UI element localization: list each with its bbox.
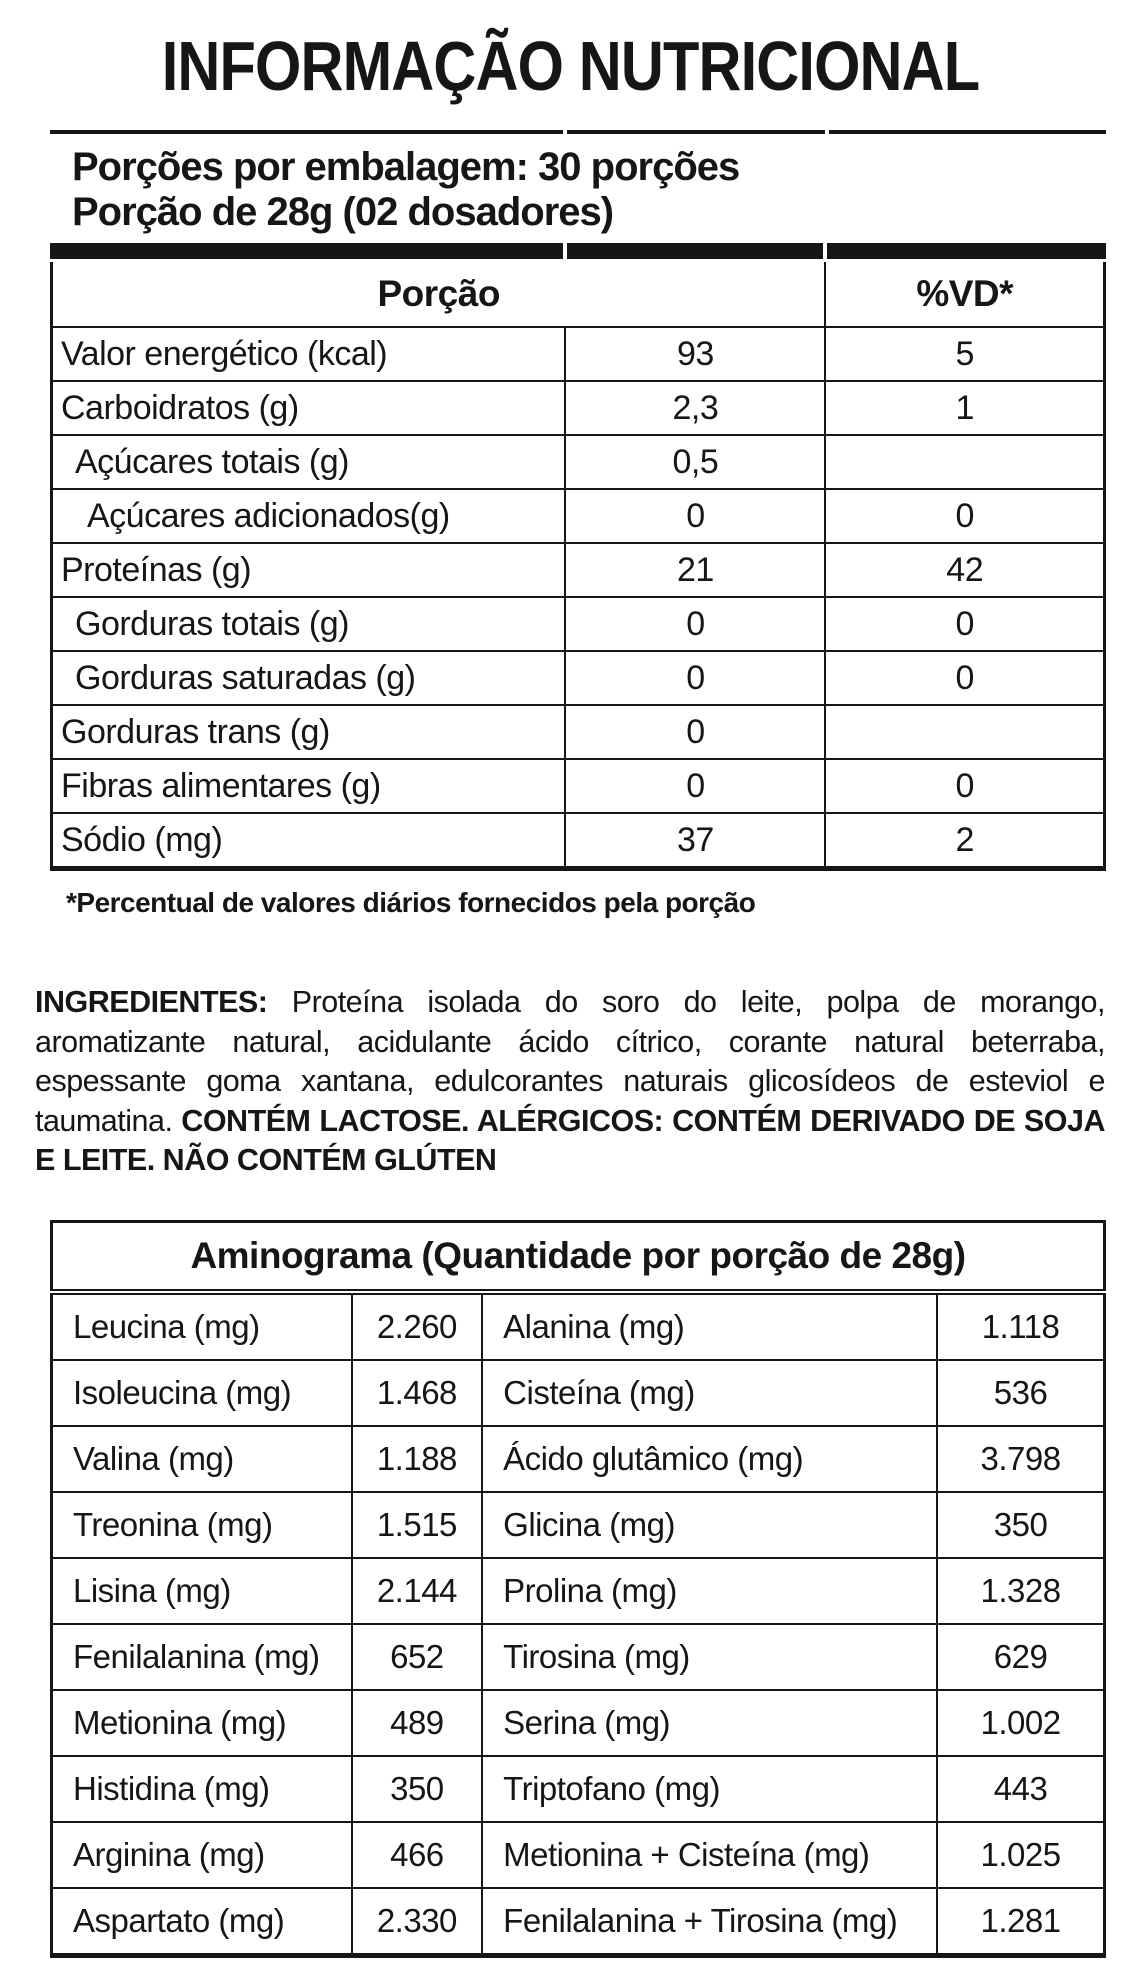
- amino-acid-value: 2.144: [352, 1558, 483, 1624]
- table-row: [52, 1756, 1105, 1822]
- aminogram-title: Aminograma (Quantidade por porção de 28g): [52, 1222, 1105, 1293]
- table-row: [52, 759, 1105, 813]
- amino-acid-value: 1.118: [937, 1292, 1104, 1360]
- table-top-bar: [52, 245, 1105, 261]
- nutrient-amount: 2,3: [565, 381, 825, 435]
- table-row: [52, 543, 1105, 597]
- nutrient-amount: 0,5: [565, 435, 825, 489]
- amino-acid-value: 629: [937, 1624, 1104, 1690]
- table-row: [52, 651, 1105, 705]
- amino-acid-name: Prolina (mg): [482, 1558, 937, 1624]
- nutrient-dv: 0: [825, 597, 1104, 651]
- table-row: [52, 1624, 1105, 1690]
- divider-segment: [50, 130, 563, 134]
- amino-acid-name: Metionina (mg): [52, 1690, 352, 1756]
- amino-acid-value: 350: [352, 1756, 483, 1822]
- nutrient-label: Proteínas (g): [52, 543, 566, 597]
- amino-acid-name: Fenilalanina (mg): [52, 1624, 352, 1690]
- nutrient-dv: 42: [825, 543, 1104, 597]
- daily-value-footnote: *Percentual de valores diários fornecidos pela porção: [66, 887, 756, 918]
- amino-acid-name: Isoleucina (mg): [52, 1360, 352, 1426]
- amino-acid-value: 1.188: [352, 1426, 483, 1492]
- amino-acid-name: Ácido glutâmico (mg): [482, 1426, 937, 1492]
- nutrient-label: Fibras alimentares (g): [52, 759, 566, 813]
- aminogram-header: [52, 1222, 1105, 1293]
- table-row: [52, 1888, 1105, 1956]
- amino-acid-name: Leucina (mg): [52, 1292, 352, 1360]
- amino-acid-value: 2.260: [352, 1292, 483, 1360]
- nutrient-label: Açúcares adicionados(g): [52, 489, 566, 543]
- amino-acid-value: 1.328: [937, 1558, 1104, 1624]
- ingredients-paragraph: [35, 983, 1105, 1208]
- table-row: [52, 381, 1105, 435]
- amino-acid-name: Metionina + Cisteína (mg): [482, 1822, 937, 1888]
- amino-acid-value: 489: [352, 1690, 483, 1756]
- table-row: [52, 705, 1105, 759]
- nutrient-dv: 5: [825, 327, 1104, 381]
- divider-segment: [829, 130, 1106, 134]
- servings-info: [72, 145, 1106, 235]
- nutrient-amount: 0: [565, 489, 825, 543]
- amino-acid-value: 1.515: [352, 1492, 483, 1558]
- nutrient-label: Açúcares totais (g): [52, 435, 566, 489]
- nutrient-amount: 37: [565, 813, 825, 869]
- amino-acid-value: 443: [937, 1756, 1104, 1822]
- amino-acid-name: Histidina (mg): [52, 1756, 352, 1822]
- divider-segment: [567, 130, 825, 134]
- nutrient-label: Sódio (mg): [52, 813, 566, 869]
- table-row: [52, 1426, 1105, 1492]
- nutrition-table-header: [52, 261, 1105, 328]
- nutrient-dv: [825, 435, 1104, 489]
- table-row: [52, 1292, 1105, 1360]
- nutrient-amount: 21: [565, 543, 825, 597]
- nutrient-label: Gorduras totais (g): [52, 597, 566, 651]
- nutrition-table: [50, 243, 1106, 871]
- table-row: [52, 813, 1105, 869]
- servings-per-package: Porções por embalagem: 30 porções: [72, 145, 740, 189]
- table-row: [52, 1558, 1105, 1624]
- amino-acid-value: 536: [937, 1360, 1104, 1426]
- amino-acid-value: 1.468: [352, 1360, 483, 1426]
- table-row: [52, 1690, 1105, 1756]
- table-top-bar-segment: [52, 245, 566, 261]
- table-top-bar-segment: [565, 245, 825, 261]
- amino-acid-name: Glicina (mg): [482, 1492, 937, 1558]
- ingredients-label: INGREDIENTES:: [35, 985, 268, 1019]
- amino-acid-value: 1.002: [937, 1690, 1104, 1756]
- amino-acid-name: Lisina (mg): [52, 1558, 352, 1624]
- amino-acid-name: Aspartato (mg): [52, 1888, 352, 1956]
- aminogram-table: [50, 1220, 1106, 1958]
- title-divider-rule: [50, 130, 1106, 134]
- amino-acid-name: Triptofano (mg): [482, 1756, 937, 1822]
- table-row: [52, 1492, 1105, 1558]
- amino-acid-name: Fenilalanina + Tirosina (mg): [482, 1888, 937, 1956]
- amino-acid-name: Arginina (mg): [52, 1822, 352, 1888]
- ingredients-text: Proteína isolada do soro do leite, polpa de morango, aromatizante natural, acidulante ácido cítrico, corante natural beterraba, espessante goma xantana, edulcorantes naturais glicosídeos de esteviol e taumatina.: [35, 985, 1105, 1138]
- table-top-bar-segment: [825, 245, 1104, 261]
- nutrient-amount: 0: [565, 705, 825, 759]
- nutrient-amount: 0: [565, 651, 825, 705]
- table-row: [52, 597, 1105, 651]
- table-row: [52, 327, 1105, 381]
- table-row: [52, 435, 1105, 489]
- column-header-dv: %VD*: [825, 261, 1104, 328]
- nutrient-dv: 2: [825, 813, 1104, 869]
- table-row: [52, 1822, 1105, 1888]
- nutrition-label-box: [50, 130, 1106, 919]
- nutrient-label: Carboidratos (g): [52, 381, 566, 435]
- amino-acid-value: 1.025: [937, 1822, 1104, 1888]
- nutrient-dv: [825, 705, 1104, 759]
- amino-acid-value: 1.281: [937, 1888, 1104, 1956]
- amino-acid-name: Tirosina (mg): [482, 1624, 937, 1690]
- amino-acid-name: Valina (mg): [52, 1426, 352, 1492]
- nutrient-dv: 0: [825, 759, 1104, 813]
- nutrient-label: Gorduras saturadas (g): [52, 651, 566, 705]
- nutrient-dv: 0: [825, 651, 1104, 705]
- amino-acid-value: 350: [937, 1492, 1104, 1558]
- table-row: [52, 1360, 1105, 1426]
- amino-acid-value: 2.330: [352, 1888, 483, 1956]
- table-row: [52, 489, 1105, 543]
- column-header-portion: Porção: [52, 261, 826, 328]
- allergen-statement: CONTÉM LACTOSE. ALÉRGICOS: CONTÉM DERIVADO DE SOJA E LEITE. NÃO CONTÉM GLÚTEN: [35, 1103, 1105, 1177]
- serving-size: Porção de 28g (02 dosadores): [72, 190, 614, 234]
- nutrient-label: Gorduras trans (g): [52, 705, 566, 759]
- amino-acid-name: Cisteína (mg): [482, 1360, 937, 1426]
- amino-acid-value: 3.798: [937, 1426, 1104, 1492]
- page-title: INFORMAÇÃO NUTRICIONAL: [161, 27, 980, 105]
- nutrient-dv: 0: [825, 489, 1104, 543]
- nutrient-amount: 93: [565, 327, 825, 381]
- amino-acid-value: 466: [352, 1822, 483, 1888]
- nutrient-amount: 0: [565, 597, 825, 651]
- amino-acid-name: Alanina (mg): [482, 1292, 937, 1360]
- amino-acid-name: Treonina (mg): [52, 1492, 352, 1558]
- amino-acid-name: Serina (mg): [482, 1690, 937, 1756]
- nutrient-dv: 1: [825, 381, 1104, 435]
- amino-acid-value: 652: [352, 1624, 483, 1690]
- nutrient-label: Valor energético (kcal): [52, 327, 566, 381]
- nutrient-amount: 0: [565, 759, 825, 813]
